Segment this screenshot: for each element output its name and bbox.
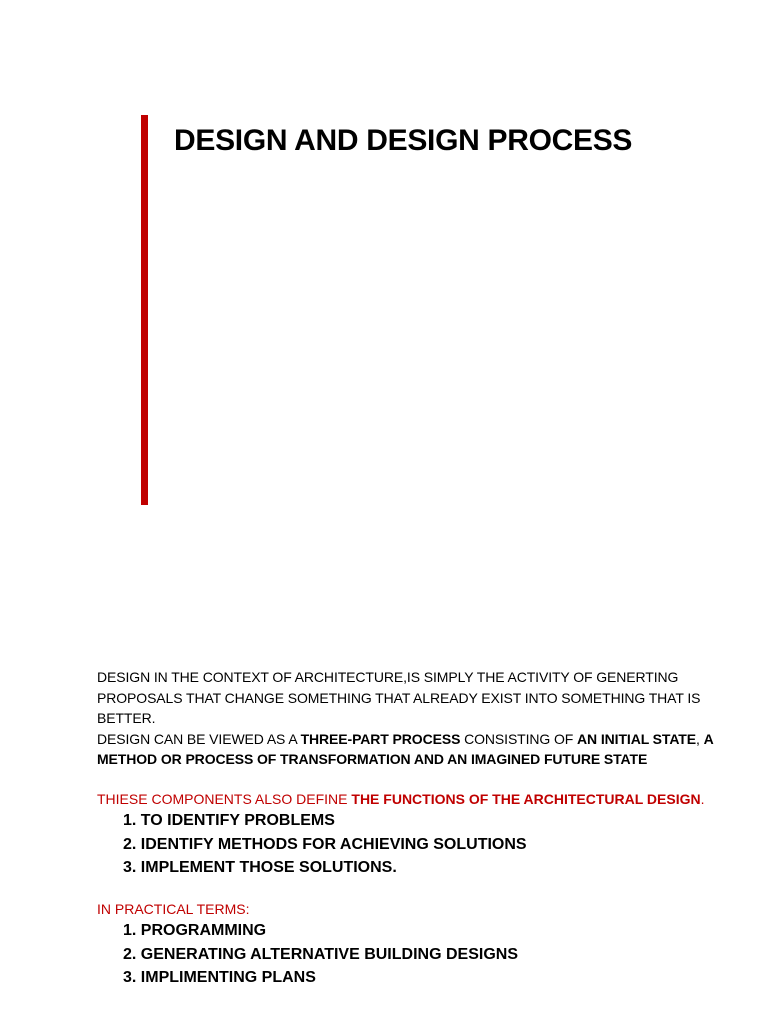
- components-heading: [97, 789, 747, 809]
- intro-text-run: DESIGN CAN BE VIEWED AS A: [97, 730, 301, 747]
- components-heading-text: THIESE COMPONENTS ALSO DEFINE: [97, 791, 352, 807]
- page-title: DESIGN AND DESIGN PROCESS: [174, 124, 633, 157]
- intro-text-run: CONSISTING OF: [460, 730, 578, 747]
- intro-emphasis-three-part: THREE-PART PROCESS: [300, 730, 461, 747]
- list-item: 2. IDENTIFY METHODS FOR ACHIEVING SOLUTIONS: [123, 835, 527, 853]
- components-section: [97, 789, 747, 880]
- intro-paragraph-2: [97, 729, 747, 770]
- intro-text: [97, 667, 747, 770]
- accent-bar: [141, 115, 148, 505]
- list-item: 3. IMPLEMENT THOSE SOLUTIONS.: [123, 859, 397, 876]
- list-item: 1. PROGRAMMING: [123, 922, 267, 939]
- list-item: 3. IMPLIMENTING PLANS: [123, 969, 316, 986]
- list-item: 2. GENERATING ALTERNATIVE BUILDING DESIGNS: [123, 945, 518, 963]
- intro-paragraph-1: DESIGN IN THE CONTEXT OF ARCHITECTURE,IS SIMPLY THE ACTIVITY OF GENERTING PROPOSALS THAT CHANGE SOMETHING THAT ALREADY EXIST INTO SOMETHING THAT IS BETTER.: [97, 669, 701, 726]
- components-heading-period: .: [700, 791, 705, 807]
- practical-section: [97, 899, 747, 990]
- practical-list: [97, 919, 747, 990]
- list-item: 1. TO IDENTIFY PROBLEMS: [123, 812, 335, 829]
- practical-heading: IN PRACTICAL TERMS:: [97, 901, 250, 917]
- intro-text-run: ,: [696, 730, 704, 747]
- intro-emphasis-method: A METHOD OR PROCESS OF TRANSFORMATION AND AN IMAGINED FUTURE STATE: [97, 730, 714, 767]
- components-list: [97, 809, 747, 880]
- intro-emphasis-initial-state: AN INITIAL STATE: [577, 730, 696, 747]
- components-heading-emphasis: THE FUNCTIONS OF THE ARCHITECTURAL DESIGN: [351, 791, 701, 807]
